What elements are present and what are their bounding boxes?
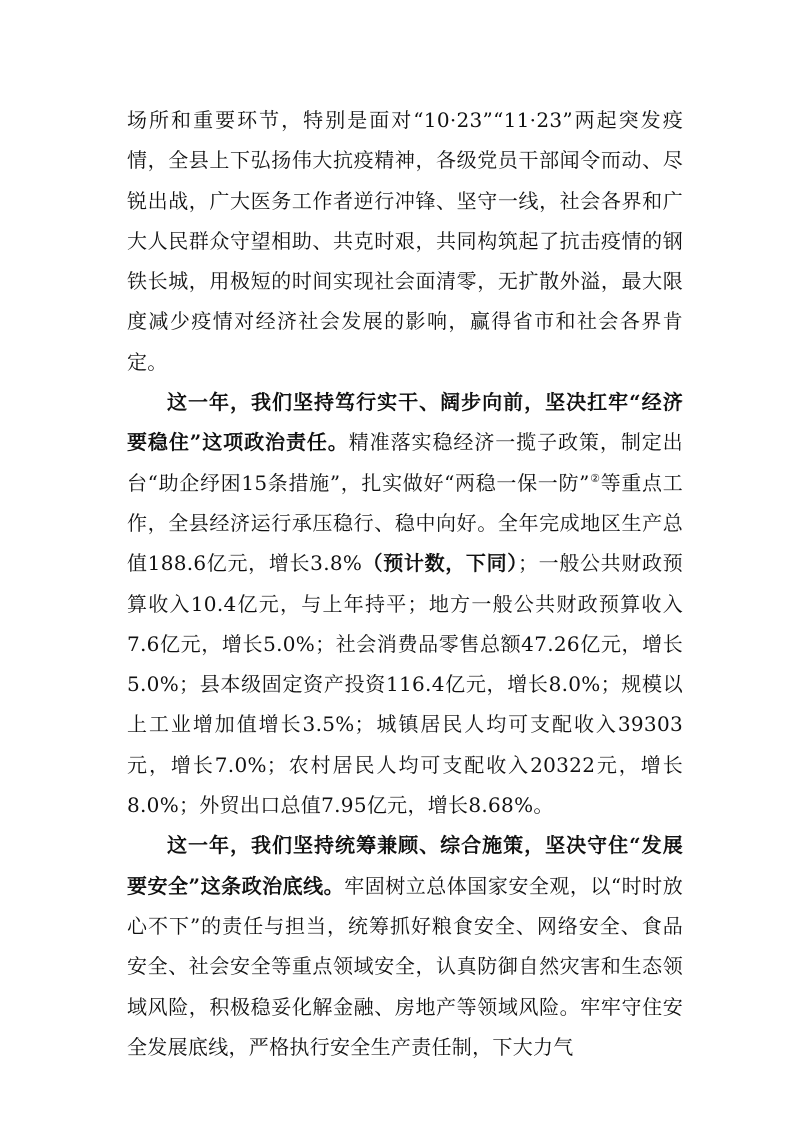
paragraph-development-safety (127, 825, 683, 1067)
paragraph-heading: 这一年，我们坚持统筹兼顾、综合施策，坚决守住“发展要安全”这条政治底线。 (127, 833, 683, 898)
footnote-marker: ② (589, 471, 601, 485)
paragraph-text: 精准落实稳经济一揽子政策，制定出台“助企纾困15条措施”，扎实做好“两稳一保一防” (127, 430, 683, 495)
paragraph-text: 等重点工作，全县经济运行承压稳行、稳中向好。全年完成地区生产总值188.6亿元，增长3.8% (127, 470, 683, 576)
document-body (127, 100, 683, 1067)
paragraph-text: ；一般公共财政预算收入10.4亿元，与上年持平；地方一般公共财政预算收入7.6亿元，增长5.0%；社会消费品零售总额47.26亿元，增长5.0%；县本级固定资产投资116.4亿元，增长8.0%；规模以上工业增加值增长3.5%；城镇居民人均可支配收入39303元，增长7.0%；农村居民人均可支配收入20322元，增长8.0%；外贸出口总值7.95亿元，增长8.68%。 (127, 551, 683, 818)
paragraph-economy-stable (127, 382, 683, 825)
paragraph-text: 场所和重要环节，特别是面对“10·23”“11·23”两起突发疫情，全县上下弘扬伟大抗疫精神，各级党员干部闻令而动、尽锐出战，广大医务工作者逆行冲锋、坚守一线，社会各界和广大人民群众守望相助、共克时艰，共同构筑起了抗击疫情的钢铁长城，用极短的时间实现社会面清零，无扩散外溢，最大限度减少疫情对经济社会发展的影响，赢得省市和社会各界肯定。 (127, 108, 683, 374)
paragraph-text: 牢固树立总体国家安全观，以“时时放心不下”的责任与担当，统筹抓好粮食安全、网络安全、食品安全、社会安全等重点领域安全，认真防御自然灾害和生态领域风险，积极稳妥化解金融、房地产等领域风险。牢牢守住安全发展底线，严格执行安全生产责任制，下大力气 (127, 873, 683, 1059)
paragraph-pandemic-response (127, 100, 683, 382)
paragraph-heading: 这一年，我们坚持笃行实干、阔步向前，坚决扛牢“经济要稳住”这项政治责任。 (127, 390, 683, 455)
estimate-note: （预计数，下同） (362, 551, 518, 576)
